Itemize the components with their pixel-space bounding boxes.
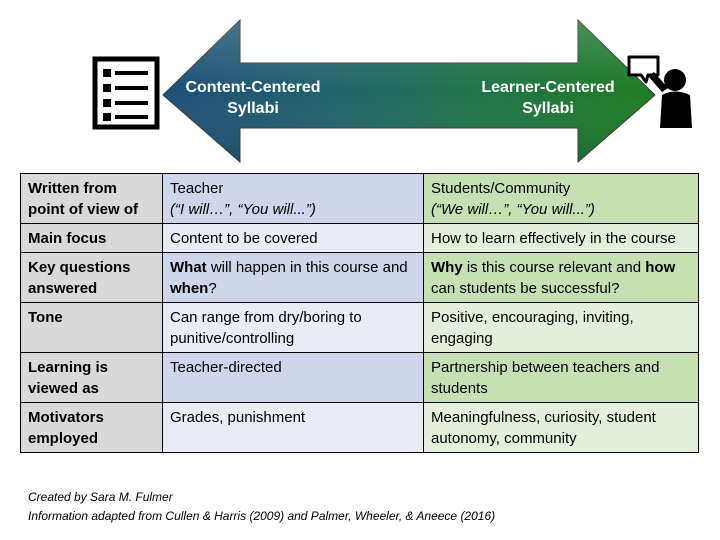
credits	[28, 488, 495, 526]
learner-centered-cell: How to learn effectively in the course	[424, 224, 699, 253]
cell-bold-text: when	[170, 280, 209, 297]
table-row-main-focus	[21, 224, 699, 253]
learner-centered-cell	[424, 253, 699, 303]
content-centered-cell: Content to be covered	[163, 224, 424, 253]
learner-centered-cell: Meaningfulness, curiosity, student autonomy, community	[424, 403, 699, 453]
cell-bold-text: how	[645, 259, 676, 276]
table-row-key-questions	[21, 253, 699, 303]
learner-centered-cell: Partnership between teachers and students	[424, 353, 699, 403]
cell-italic-text: (“I will…”, “You will...”)	[170, 201, 316, 218]
content-centered-cell: Can range from dry/boring to punitive/controlling	[163, 303, 424, 353]
cell-bold-text: Why	[431, 259, 463, 276]
row-header: Main focus	[21, 224, 163, 253]
credit-source: Information adapted from Cullen & Harris (2009) and Palmer, Wheeler, & Aneece (2016)	[28, 509, 496, 523]
content-centered-cell	[163, 174, 424, 224]
cell-text: Teacher	[170, 180, 224, 197]
cell-bold-text: What	[170, 259, 207, 276]
syllabus-document-icon	[95, 59, 157, 127]
cell-text: can students be successful?	[431, 280, 620, 297]
row-header: Learning is viewed as	[21, 353, 163, 403]
row-header: Tone	[21, 303, 163, 353]
learner-centered-cell: Positive, encouraging, inviting, engaging	[424, 303, 699, 353]
content-centered-cell: Grades, punishment	[163, 403, 424, 453]
content-centered-cell: Teacher-directed	[163, 353, 424, 403]
learner-centered-label: Learner-Centered Syllabi	[481, 79, 615, 117]
cell-text: will happen in this course and	[206, 259, 408, 276]
cell-text: Students/Community	[431, 180, 571, 197]
content-centered-label: Content-Centered Syllabi	[185, 79, 321, 117]
row-header: Key questions answered	[21, 253, 163, 303]
row-header: Written from point of view of	[21, 174, 163, 224]
table-row-learning-view	[21, 353, 699, 403]
learner-centered-cell	[424, 174, 699, 224]
header-banner	[0, 0, 720, 170]
row-header: Motivators employed	[21, 403, 163, 453]
table-row-point-of-view	[21, 174, 699, 224]
content-centered-cell	[163, 253, 424, 303]
table-row-motivators	[21, 403, 699, 453]
cell-italic-text: (“We will…”, “You will...”)	[431, 201, 595, 218]
credit-author: Created by Sara M. Fulmer	[28, 490, 173, 504]
cell-text: is this course relevant and	[462, 259, 646, 276]
cell-text: ?	[208, 280, 217, 297]
comparison-table	[20, 173, 699, 453]
table-row-tone	[21, 303, 699, 353]
